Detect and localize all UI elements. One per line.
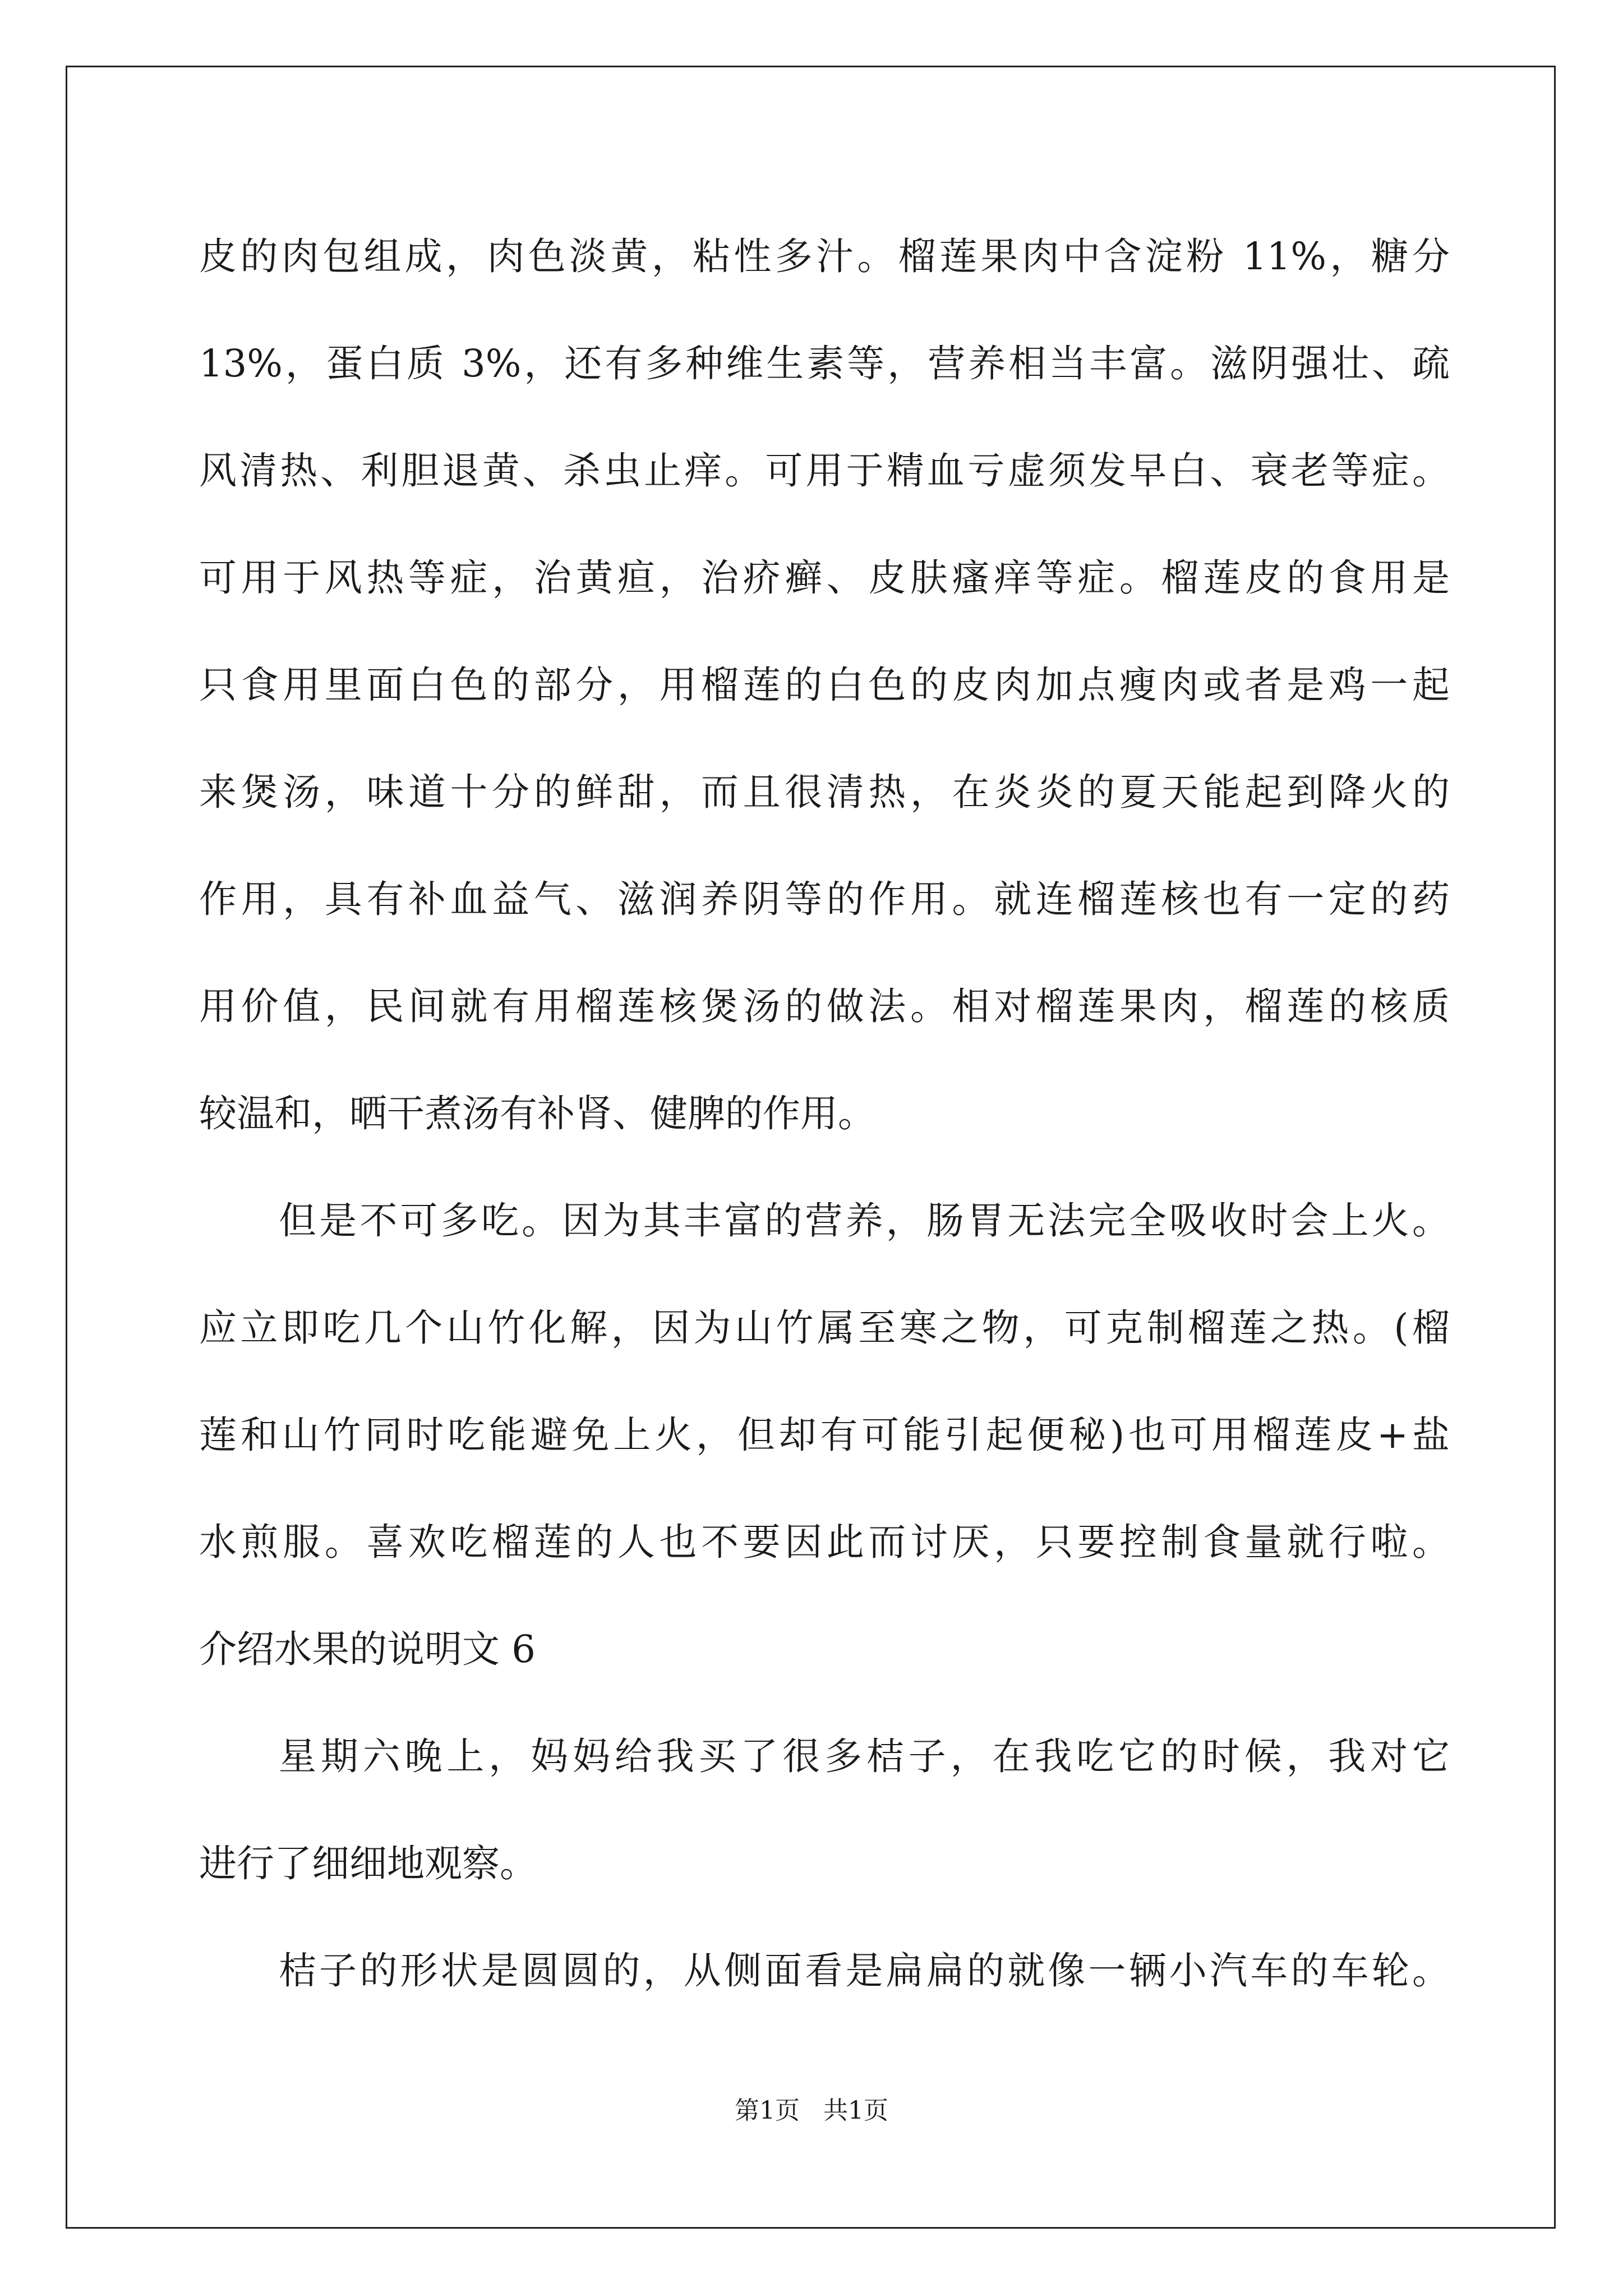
text-line: 皮的肉包组成，肉色淡黄，粘性多汁。榴莲果肉中含淀粉 11%，糖分	[199, 234, 1450, 278]
text-line: 作用，具有补血益气、滋润养阴等的作用。就连榴莲核也有一定的药	[199, 877, 1450, 921]
text-line: 应立即吃几个山竹化解，因为山竹属至寒之物，可克制榴莲之热。(榴	[199, 1306, 1450, 1350]
text-line: 来煲汤，味道十分的鲜甜，而且很清热，在炎炎的夏天能起到降火的	[199, 770, 1450, 814]
text-line: 星期六晚上，妈妈给我买了很多桔子，在我吃它的时候，我对它	[279, 1734, 1450, 1778]
text-line: 风清热、利胆退黄、杀虫止痒。可用于精血亏虚须发早白、衰老等症。	[199, 449, 1450, 493]
page-footer: 第1页 共1页	[735, 2096, 888, 2125]
text-line: 用价值，民间就有用榴莲核煲汤的做法。相对榴莲果肉，榴莲的核质	[199, 984, 1450, 1028]
text-line: 但是不可多吃。因为其丰富的营养，肠胃无法完全吸收时会上火。	[279, 1199, 1450, 1243]
text-line: 介绍水果的说明文 6	[199, 1627, 536, 1671]
text-line: 较温和，晒干煮汤有补肾、健脾的作用。	[199, 1092, 875, 1135]
text-line: 桔子的形状是圆圆的，从侧面看是扁扁的就像一辆小汽车的车轮。	[279, 1949, 1450, 1993]
text-line: 水煎服。喜欢吃榴莲的人也不要因此而讨厌，只要控制食量就行啦。	[199, 1520, 1450, 1564]
text-line: 13%，蛋白质 3%，还有多种维生素等，营养相当丰富。滋阴强壮、疏	[199, 342, 1450, 385]
text-line: 只食用里面白色的部分，用榴莲的白色的皮肉加点瘦肉或者是鸡一起	[199, 663, 1450, 707]
document-body	[199, 203, 1450, 2024]
text-line: 可用于风热等症，治黄疸，治疥癣、皮肤瘙痒等症。榴莲皮的食用是	[199, 556, 1450, 600]
text-line: 进行了细细地观察。	[199, 1842, 537, 1885]
text-line: 莲和山竹同时吃能避免上火，但却有可能引起便秘)也可用榴莲皮+盐	[199, 1413, 1450, 1457]
